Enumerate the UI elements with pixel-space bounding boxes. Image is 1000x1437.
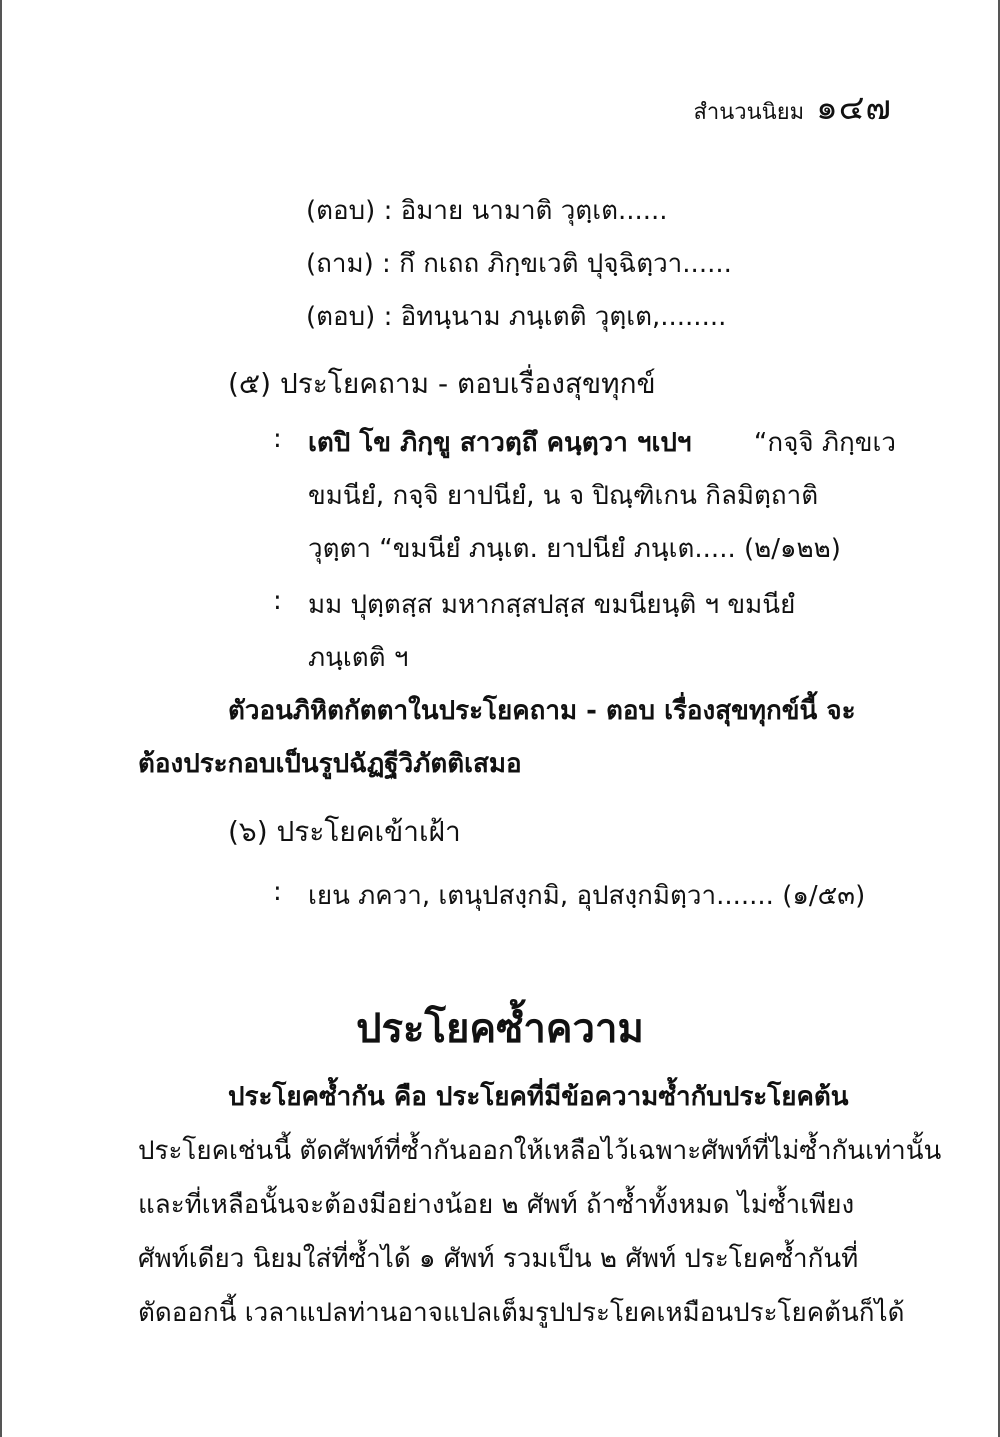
- chapter-paragraph-line-3: ศัพท์เดียว นิยมใส่ที่ซ้ำได้ ๑ ศัพท์ รวมเป็น ๒ ศัพท์ ประโยคซ้ำกันที่: [138, 1244, 859, 1274]
- section-5-note-line-2: ต้องประกอบเป็นรูปฉัฏฐีวิภัตติเสมอ: [138, 749, 522, 779]
- dialogue-sep: :: [383, 302, 393, 332]
- example-1-line-2: ขมนียํ, กจฺจิ ยาปนียํ, น จ ปิณฺฑิเกน กิลมิตฺถาติ: [308, 481, 819, 511]
- dialogue-text: อิมาย นามาติ วุตฺเต......: [400, 196, 668, 226]
- example-1-line-1: [308, 422, 896, 463]
- example-1-quote-start: “กจฺจิ ภิกฺขเว: [753, 428, 896, 458]
- example-colon: :: [273, 877, 282, 907]
- dialogue-role: (ตอบ): [306, 302, 376, 332]
- chapter-paragraph-line-1: ประโยคเช่นนี้ ตัดศัพท์ที่ซ้ำกันออกให้เหลือไว้เฉพาะศัพท์ที่ไม่ซ้ำกันเท่านั้น: [138, 1136, 942, 1166]
- dialogue-role: (ตอบ): [306, 196, 376, 226]
- section-6-heading: (๖) ประโยคเข้าเฝ้า: [228, 815, 461, 848]
- dialogue-text: อิทนฺนาม ภนฺเตติ วุตฺเต,........: [400, 302, 727, 332]
- section-6-example: เยน ภควา, เตนุปสงฺกมิ, อุปสงฺกมิตฺวา....... (๑/๕๓): [308, 881, 866, 911]
- example-2-line-1: มม ปุตฺตสฺส มหากสฺสปสฺส ขมนียนฺติ ฯ ขมนียํ: [308, 590, 796, 620]
- chapter-paragraph-line-4: ตัดออกนี้ เวลาแปลท่านอาจแปลเต็มรูปประโยคเหมือนประโยคต้นก็ได้: [138, 1298, 905, 1328]
- chapter-paragraph-line-2: และที่เหลือนั้นจะต้องมีอย่างน้อย ๒ ศัพท์ ถ้าซ้ำทั้งหมด ไม่ซ้ำเพียง: [138, 1190, 855, 1220]
- example-2-line-2: ภนฺเตติ ฯ: [308, 643, 409, 673]
- dialogue-sep: :: [382, 249, 391, 279]
- example-colon: :: [273, 586, 282, 616]
- section-5-heading: (๕) ประโยคถาม - ตอบเรื่องสุขทุกข์: [228, 367, 656, 400]
- dialogue-sep: :: [383, 196, 393, 226]
- chapter-title: ประโยคซ้ำความ: [356, 1006, 644, 1052]
- dialogue-line-3: [306, 296, 726, 337]
- example-colon: :: [273, 424, 282, 454]
- example-1-line-3: วุตฺตา “ขมนียํ ภนฺเต. ยาปนียํ ภนฺเต..... (๒/๑๒๒): [308, 534, 841, 564]
- section-5-note-line-1: ตัวอนภิหิตกัตตาในประโยคถาม - ตอบ เรื่องสุขทุกข์นี้ จะ: [228, 696, 856, 726]
- chapter-lead-line: ประโยคซ้ำกัน คือ ประโยคที่มีข้อความซ้ำกับประโยคต้น: [228, 1082, 849, 1112]
- dialogue-line-2: [306, 243, 732, 284]
- page-left-border: [0, 0, 2, 1437]
- dialogue-text: กึ กเถถ ภิกฺขเวติ ปุจฺฉิตฺวา......: [399, 249, 732, 279]
- dialogue-role: (ถาม): [306, 249, 374, 279]
- running-title: สำนวนนิยม: [693, 100, 805, 125]
- running-header: [693, 80, 892, 134]
- example-1-bold-text: เตปิ โข ภิกฺขู สาวตฺถึ คนฺตฺวา ฯเปฯ: [308, 428, 692, 458]
- page-number: ๑๔๗: [816, 88, 892, 128]
- dialogue-line-1: [306, 190, 668, 231]
